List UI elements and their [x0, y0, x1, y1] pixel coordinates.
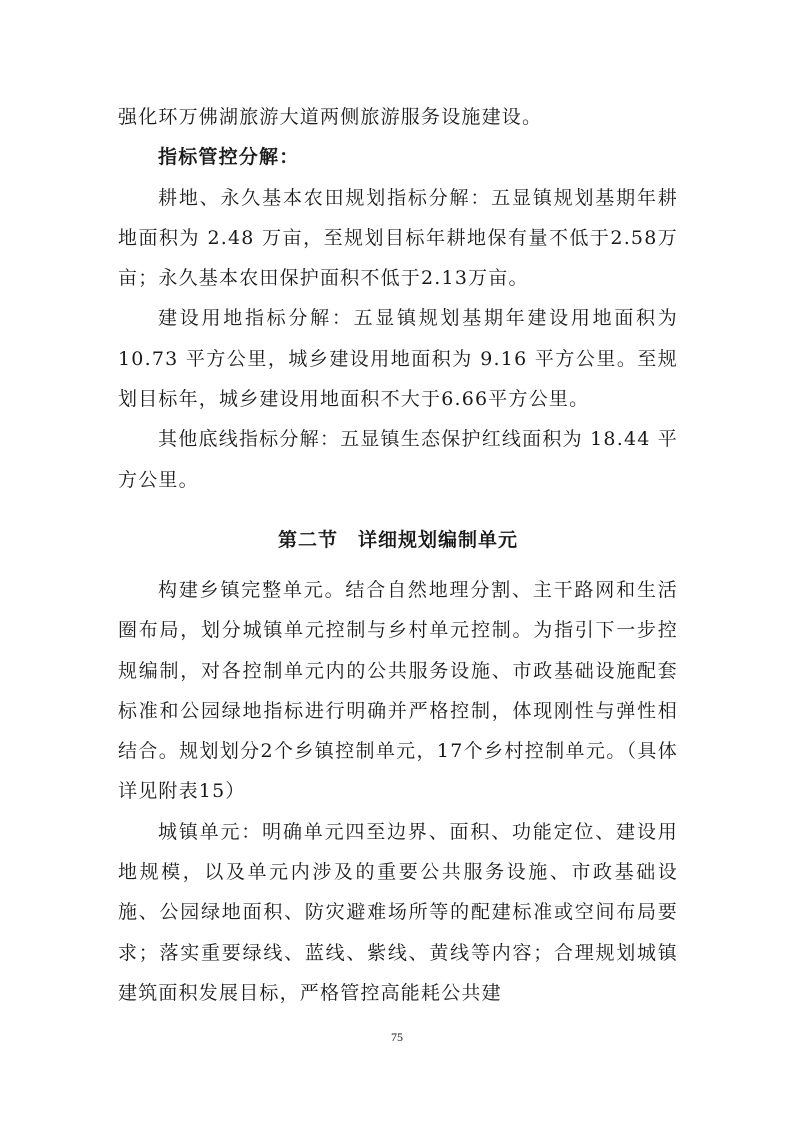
paragraph-urban-units: 城镇单元：明确单元四至边界、面积、功能定位、建设用地规模，以及单元内涉及的重要公共服务设施、市政基础设施、公园绿地面积、防灾避难场所等的配建标准或空间布局要求；落实重要绿线、蓝线、紫线、黄线等内容；合理规划城镇建筑面积发展目标，严格管控高能耗公共建 [118, 820, 678, 1004]
paragraph-other-baseline-indicators: 其他底线指标分解：五显镇生态保护红线面积为 18.44 平方公里。 [118, 428, 678, 491]
paragraph-construction-land-indicators: 建设用地指标分解：五显镇规划基期年建设用地面积为 10.73 平方公里，城乡建设用地面积为 9.16 平方公里。至规划目标年，城乡建设用地面积不大于6.66平方公里。 [118, 307, 678, 411]
paragraph-farmland-indicators: 耕地、永久基本农田规划指标分解：五显镇规划基期年耕地面积为 2.48 万亩，至规划目标年耕地保有量不低于2.58万亩；永久基本农田保护面积不低于2.13万亩。 [118, 186, 678, 290]
paragraph-continuation: 强化环万佛湖旅游大道两侧旅游服务设施建设。 [118, 106, 543, 128]
paragraph-township-units: 构建乡镇完整单元。结合自然地理分割、主干路网和生活圈布局，划分城镇单元控制与乡村单元控制。为指引下一步控规编制，对各控制单元内的公共服务设施、市政基础设施配套标准和公园绿地指标进行明确并严格控制，体现刚性与弹性相结合。规划划分2个乡镇控制单元，17个乡村控制单元。（具体详见附表15） [118, 578, 678, 803]
subheading-indicator-decomposition: 指标管控分解： [158, 146, 300, 169]
page-content [118, 97, 678, 1013]
section-heading: 第二节 详细规划编制单元 [277, 528, 518, 551]
page-number: 75 [391, 1030, 403, 1044]
